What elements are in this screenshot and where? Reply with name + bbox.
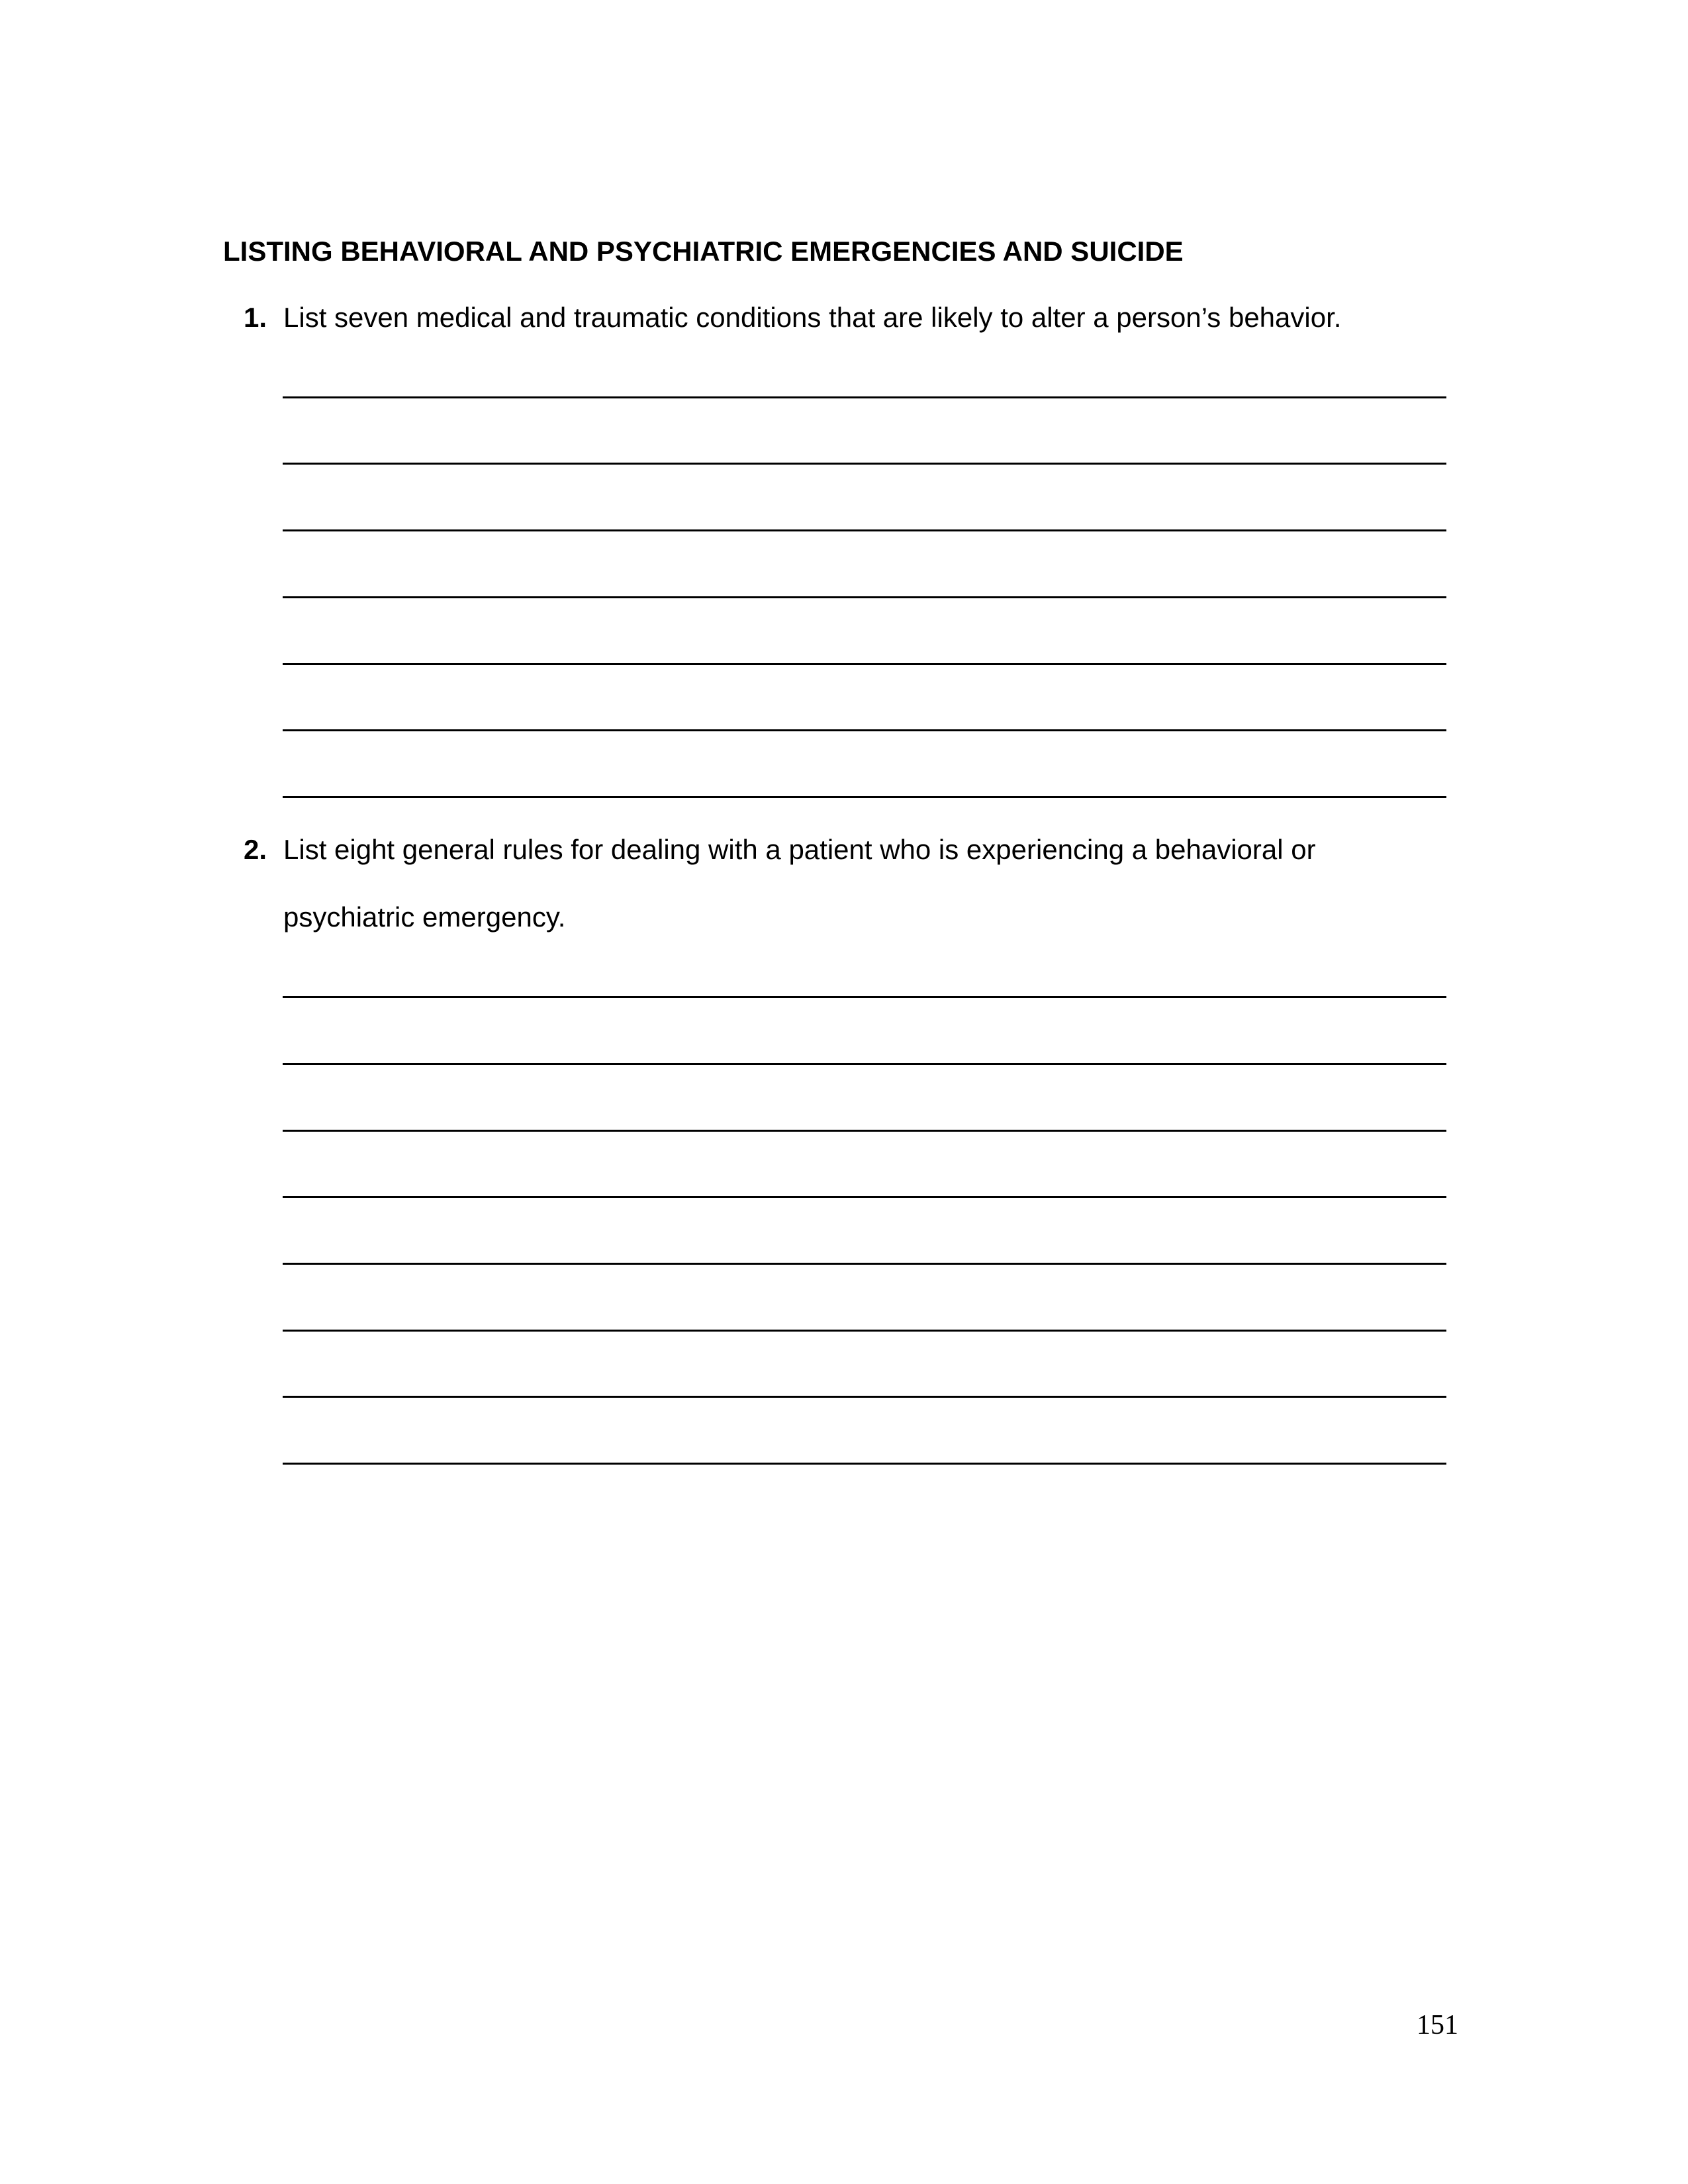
question-1-answer-line-2[interactable]: [283, 463, 1446, 465]
question-1-answer-line-5[interactable]: [283, 663, 1446, 665]
question-2-text-line-1: List eight general rules for dealing with a patient who is experiencing a behavioral or: [283, 834, 1316, 865]
question-2-answer-line-3[interactable]: [283, 1130, 1446, 1132]
question-1-answer-line-6[interactable]: [283, 729, 1446, 731]
question-2-number: 2.: [244, 834, 267, 865]
question-2-answer-line-8[interactable]: [283, 1463, 1446, 1465]
question-2-answer-line-1[interactable]: [283, 996, 1446, 998]
question-1-answer-line-1[interactable]: [283, 396, 1446, 398]
page-number: 151: [1417, 2010, 1458, 2040]
question-1-number: 1.: [244, 302, 267, 333]
question-2-text-line-2: psychiatric emergency.: [283, 901, 566, 933]
question-2-answer-line-5[interactable]: [283, 1263, 1446, 1265]
question-1-answer-line-7[interactable]: [283, 796, 1446, 798]
question-1-answer-line-4[interactable]: [283, 596, 1446, 598]
question-2-answer-line-7[interactable]: [283, 1396, 1446, 1398]
question-1-answer-line-3[interactable]: [283, 529, 1446, 531]
section-heading: LISTING BEHAVIORAL AND PSYCHIATRIC EMERGENCIES AND SUICIDE: [223, 236, 1184, 267]
question-2-answer-line-2[interactable]: [283, 1063, 1446, 1065]
question-2-answer-line-6[interactable]: [283, 1330, 1446, 1332]
question-2-answer-line-4[interactable]: [283, 1196, 1446, 1198]
question-1-text: List seven medical and traumatic conditions that are likely to alter a person’s behavior.: [283, 302, 1342, 333]
